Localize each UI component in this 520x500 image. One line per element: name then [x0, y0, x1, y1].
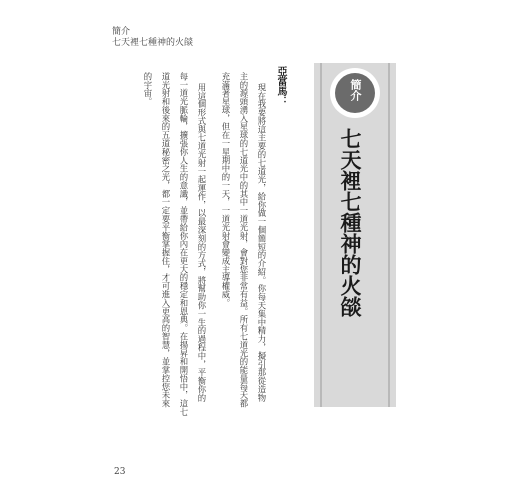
- body-column: 現在我要將這主要的七道光，給你做一個簡短的介紹。你每天集中精力，擬引那從造物: [257, 83, 267, 402]
- body-column: 用這個形式與七道光射一起運作，以最深刻的方式，將幫助你一生的過程中，平衡你的: [197, 83, 207, 402]
- chapter-title: 七天裡七種神的火燄: [338, 128, 363, 317]
- page-number: 23: [114, 467, 126, 477]
- running-head-section: 簡介: [112, 27, 131, 37]
- running-head-chapter: 七天裡七種神的火燄: [112, 38, 194, 48]
- speaker-label: 亞當馬：: [275, 66, 286, 106]
- chapter-badge-label: 簡介: [349, 79, 362, 101]
- body-column: 主的源頭湧入星球的七道光中的其中一道光射，會對您非常有益。所有七道光的能量每天都: [239, 72, 249, 408]
- body-column: 的宇宙。: [143, 72, 153, 106]
- body-column: 道光射和後來的五道秘密之光，都一定要平衡掌握住，才可進入更高的智慧，並掌控您未來: [161, 72, 171, 408]
- running-head: [112, 27, 193, 49]
- body-column: 充滿著星球，但在一星期中的一天，一道光射會變成主導權威。: [221, 72, 231, 307]
- body-column: 每一道光脈輪，擴張你人生的意識，並帶給你內在更大的穩定和恩典。在揚昇和開悟中，這七: [179, 72, 189, 416]
